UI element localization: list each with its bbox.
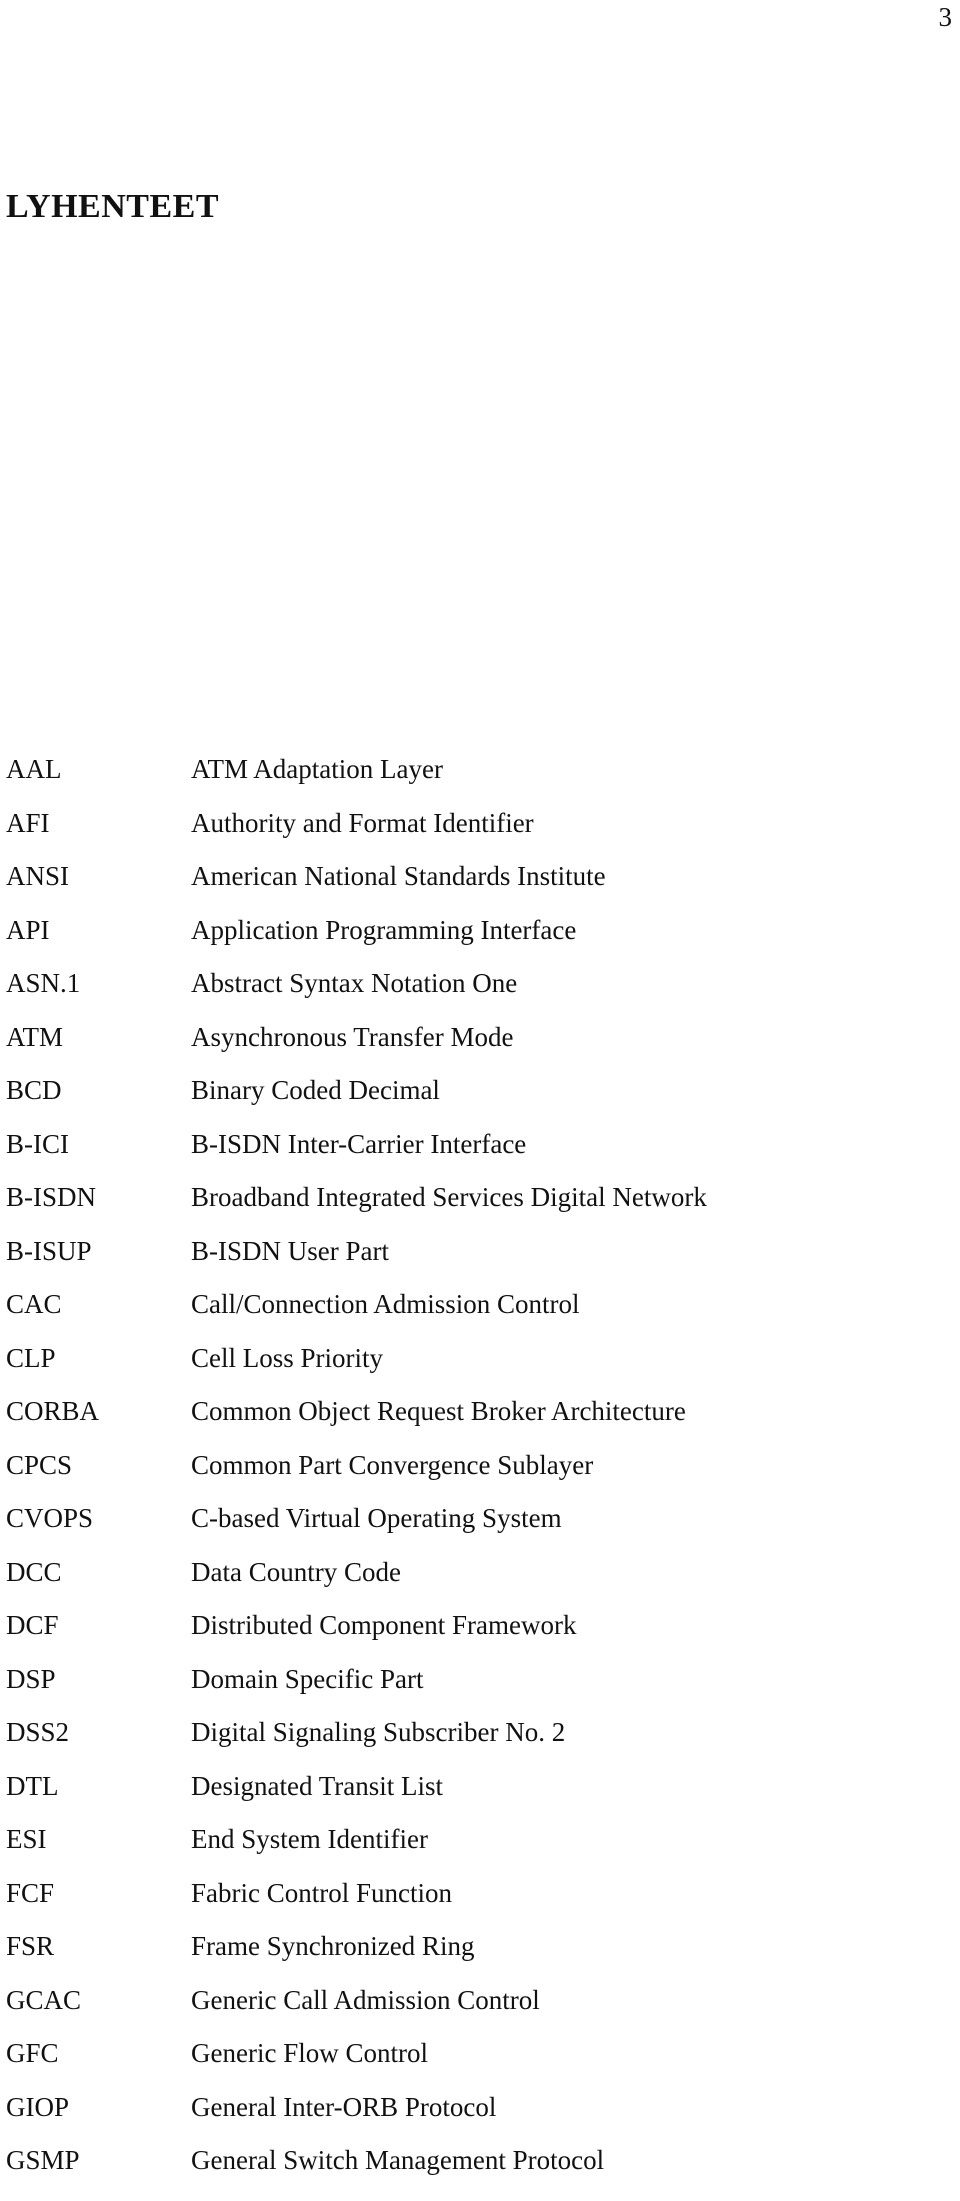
abbreviation-definition: Fabric Control Function — [191, 1877, 452, 1908]
page-number: 3 — [938, 2, 952, 32]
abbreviation-row — [6, 2147, 946, 2201]
abbreviation-definition: Generic Call Admission Control — [191, 1984, 540, 2015]
abbreviation-row — [6, 1021, 946, 1078]
abbreviation-definition: Generic Flow Control — [191, 2038, 428, 2068]
abbreviation-term: ESI — [6, 1824, 47, 1854]
abbreviation-definition: ATM Adaptation Layer — [191, 754, 443, 784]
abbreviation-row — [6, 863, 946, 917]
abbreviation-term: BCD — [6, 1075, 62, 1105]
abbreviation-term: ASN.1 — [6, 968, 81, 998]
abbreviation-row — [6, 756, 946, 810]
abbreviation-definition: Designated Transit List — [191, 1770, 444, 1801]
abbreviation-row — [6, 1291, 946, 1345]
abbreviation-definition: Common Object Request Broker Architecture — [191, 1396, 686, 1426]
abbreviation-term: ATM — [6, 1021, 64, 1052]
abbreviation-term: GIOP — [6, 2091, 70, 2122]
abbreviation-row — [6, 1719, 946, 1773]
abbreviation-term: AFI — [6, 807, 50, 838]
abbreviation-term: CPCS — [6, 1449, 73, 1480]
abbreviation-definition: Common Part Convergence Sublayer — [191, 1449, 594, 1480]
abbreviation-definition: Digital Signaling Subscriber No. 2 — [191, 1717, 566, 1747]
abbreviation-definition: Data Country Code — [191, 1556, 401, 1587]
abbreviation-row — [6, 2091, 946, 2148]
abbreviation-term: GCAC — [6, 1984, 82, 2015]
abbreviation-term: GFC — [6, 2038, 59, 2068]
abbreviation-definition: End System Identifier — [191, 1824, 428, 1854]
abbreviation-definition: C-based Virtual Operating System — [191, 1503, 562, 1533]
abbreviation-definition: Abstract Syntax Notation One — [191, 968, 518, 998]
abbreviation-term: AAL — [6, 754, 62, 784]
abbreviation-row — [6, 1449, 946, 1506]
abbreviation-row — [6, 1184, 946, 1238]
abbreviation-term: B-ISDN — [6, 1182, 97, 1212]
abbreviation-definition: General Switch Management Protocol — [191, 2145, 605, 2175]
abbreviation-row — [6, 914, 946, 971]
abbreviation-term: DCC — [6, 1556, 62, 1587]
abbreviation-definition: Call/Connection Admission Control — [191, 1289, 580, 1319]
abbreviation-row — [6, 1984, 946, 2041]
abbreviation-term: B-ISUP — [6, 1235, 92, 1266]
abbreviation-row — [6, 1877, 946, 1934]
abbreviation-term: DCF — [6, 1610, 59, 1640]
abbreviation-row — [6, 1770, 946, 1827]
abbreviation-term: B-ICI — [6, 1128, 69, 1159]
abbreviation-row — [6, 1342, 946, 1399]
abbreviation-row — [6, 1556, 946, 1613]
abbreviation-row — [6, 1933, 946, 1987]
abbreviation-row — [6, 1398, 946, 1452]
abbreviation-row — [6, 1128, 946, 1185]
abbreviation-definition: Frame Synchronized Ring — [191, 1931, 475, 1961]
abbreviation-row — [6, 1235, 946, 1292]
abbreviation-term: ANSI — [6, 861, 70, 891]
abbreviation-term: CVOPS — [6, 1503, 94, 1533]
abbreviation-definition: Binary Coded Decimal — [191, 1075, 440, 1105]
abbreviation-term: FSR — [6, 1931, 55, 1961]
page-title: LYHENTEET — [6, 188, 219, 225]
abbreviation-definition: Application Programming Interface — [191, 914, 577, 945]
abbreviation-definition: Authority and Format Identifier — [191, 807, 534, 838]
abbreviation-row — [6, 2040, 946, 2094]
abbreviation-definition: Asynchronous Transfer Mode — [191, 1021, 514, 1052]
abbreviation-row — [6, 970, 946, 1024]
abbreviation-term: DSP — [6, 1663, 56, 1694]
abbreviation-term: CLP — [6, 1342, 56, 1373]
abbreviation-term: CAC — [6, 1289, 62, 1319]
abbreviation-term: DSS2 — [6, 1717, 70, 1747]
abbreviation-term: API — [6, 914, 50, 945]
abbreviation-row — [6, 1077, 946, 1131]
abbreviation-row — [6, 1612, 946, 1666]
abbreviation-definition: B-ISDN Inter-Carrier Interface — [191, 1128, 527, 1159]
abbreviation-term: FCF — [6, 1877, 55, 1908]
abbreviation-row — [6, 1505, 946, 1559]
abbreviation-row — [6, 1663, 946, 1720]
abbreviation-term: DTL — [6, 1770, 59, 1801]
abbreviation-row — [6, 1826, 946, 1880]
abbreviation-list — [6, 756, 946, 2201]
abbreviation-definition: B-ISDN User Part — [191, 1235, 389, 1266]
abbreviation-definition: Distributed Component Framework — [191, 1610, 577, 1640]
abbreviation-definition: General Inter-ORB Protocol — [191, 2091, 497, 2122]
abbreviation-term: GSMP — [6, 2145, 80, 2175]
abbreviation-definition: Domain Specific Part — [191, 1663, 424, 1694]
abbreviation-definition: Cell Loss Priority — [191, 1342, 384, 1373]
abbreviation-definition: Broadband Integrated Services Digital Network — [191, 1182, 707, 1212]
abbreviation-definition: American National Standards Institute — [191, 861, 606, 891]
abbreviation-term: CORBA — [6, 1396, 100, 1426]
abbreviation-row — [6, 807, 946, 864]
